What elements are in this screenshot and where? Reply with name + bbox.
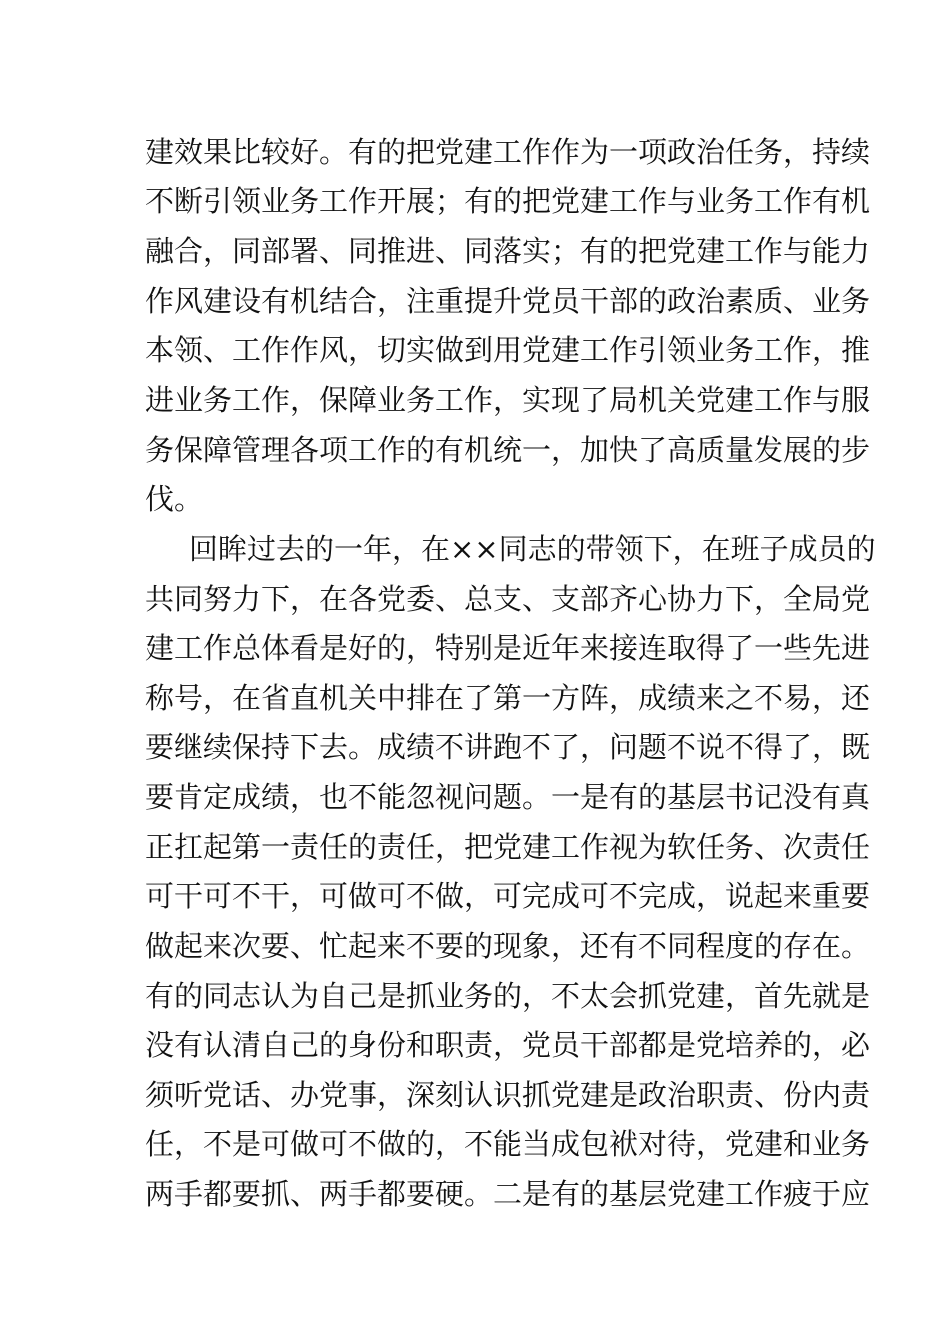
text-line: 回眸过去的一年，在××同志的带领下，在班子成员的 xyxy=(189,532,876,566)
text-line: 须听党话、办党事，深刻认识抓党建是政治职责、份内责 xyxy=(145,1078,871,1112)
text-line: 务保障管理各项工作的有机统一，加快了高质量发展的步 xyxy=(145,433,871,467)
text-line: 融合，同部署、同推进、同落实；有的把党建工作与能力 xyxy=(145,234,871,268)
text-line: 可干可不干，可做可不做，可完成可不完成，说起来重要 xyxy=(145,879,871,913)
text-line: 伐。 xyxy=(145,482,204,516)
text-line: 进业务工作，保障业务工作，实现了局机关党建工作与服 xyxy=(145,383,871,417)
text-line: 建工作总体看是好的，特别是近年来接连取得了一些先进 xyxy=(145,631,871,665)
text-line: 本领、工作作风，切实做到用党建工作引领业务工作，推 xyxy=(145,333,871,367)
text-line: 称号，在省直机关中排在了第一方阵，成绩来之不易，还 xyxy=(145,681,871,715)
text-line: 做起来次要、忙起来不要的现象，还有不同程度的存在。 xyxy=(145,929,871,963)
text-line: 两手都要抓、两手都要硬。二是有的基层党建工作疲于应 xyxy=(145,1177,871,1211)
text-line: 没有认清自己的身份和职责，党员干部都是党培养的，必 xyxy=(145,1028,871,1062)
text-line: 建效果比较好。有的把党建工作作为一项政治任务，持续 xyxy=(145,135,871,169)
text-line: 任，不是可做可不做的，不能当成包袱对待，党建和业务 xyxy=(145,1127,871,1161)
text-line: 作风建设有机结合，注重提升党员干部的政治素质、业务 xyxy=(145,284,871,318)
text-line: 共同努力下，在各党委、总支、支部齐心协力下，全局党 xyxy=(145,582,871,616)
text-line: 要肯定成绩，也不能忽视问题。一是有的基层书记没有真 xyxy=(145,780,871,814)
text-line: 正扛起第一责任的责任，把党建工作视为软任务、次责任 xyxy=(145,830,871,864)
text-line: 有的同志认为自己是抓业务的，不太会抓党建，首先就是 xyxy=(145,979,871,1013)
text-line: 不断引领业务工作开展；有的把党建工作与业务工作有机 xyxy=(145,184,871,218)
text-line: 要继续保持下去。成绩不讲跑不了，问题不说不得了，既 xyxy=(145,730,871,764)
